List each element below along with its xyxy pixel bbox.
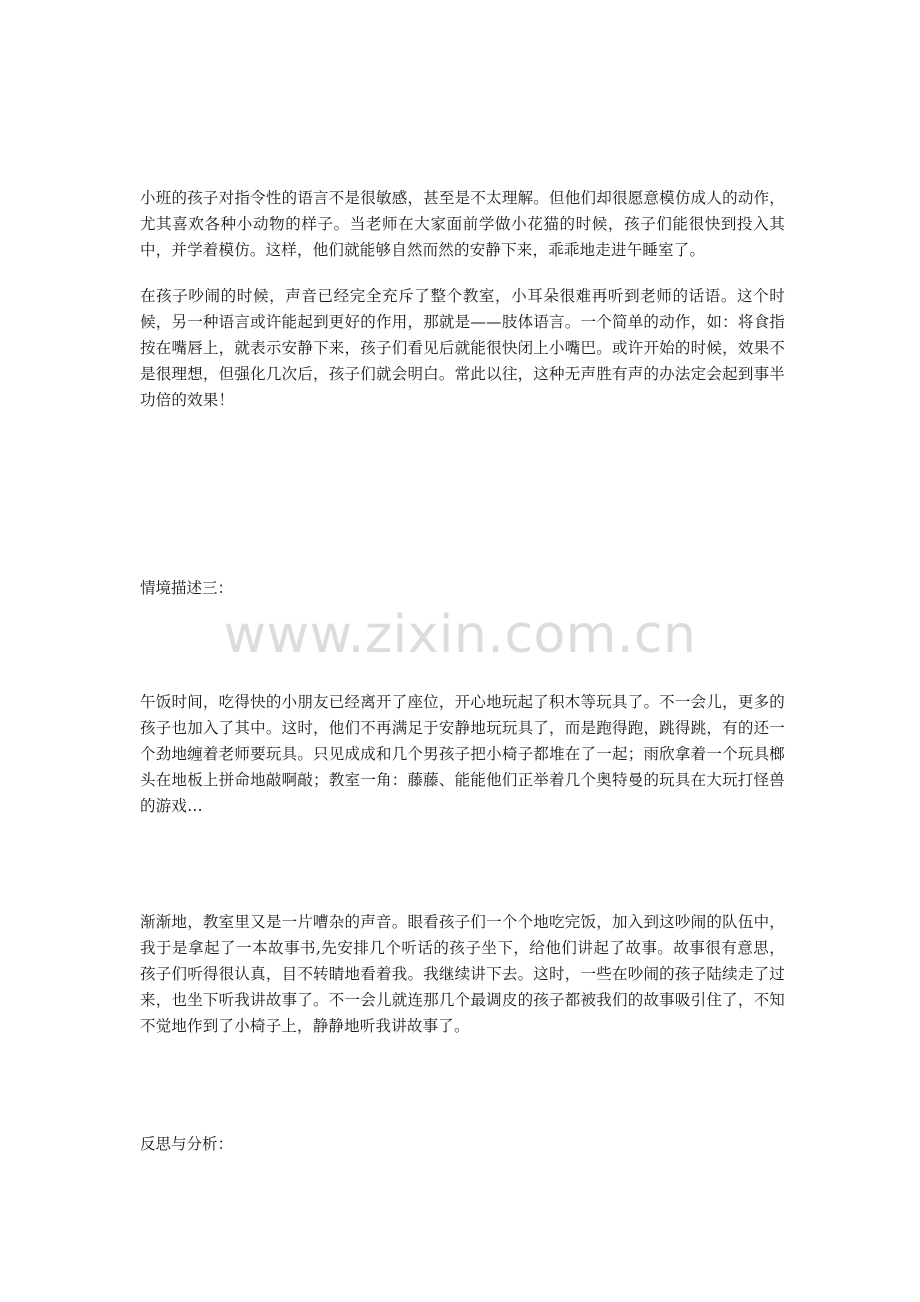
watermark: www.zixin.com.cn <box>223 605 697 665</box>
heading-situation-3: 情境描述三： <box>140 579 234 597</box>
heading-reflection: 反思与分析： <box>140 1135 234 1153</box>
paragraph-body-language: 在孩子吵闹的时候，声音已经完全充斥了整个教室，小耳朵很难再听到老师的话语。这个时候，另一种语言或许能起到更好的作用，那就是——肢体语言。一个简单的动作，如：将食指按在嘴唇上，就表示安静下来，孩子们看见后就能很快闭上小嘴巴。或许开始的时候，效果不是很理想，但强化几次后，孩子们就会明白。常此以往，这种无声胜有声的办法定会起到事半功倍的效果！ <box>140 287 785 409</box>
paragraph-lunch-time: 午饭时间，吃得快的小朋友已经离开了座位，开心地玩起了积木等玩具了。不一会儿，更多的孩子也加入了其中。这时，他们不再满足于安静地玩玩具了，而是跑得跑，跳得跳，有的还一个劲地缠着老师要玩具。只见成成和几个男孩子把小椅子都堆在了一起；雨欣拿着一个玩具榔头在地板上拼命地敲啊敲；教室一角：藤藤、能能他们正举着几个奥特曼的玩具在大玩打怪兽的游戏… <box>140 693 785 815</box>
paragraph-imitation: 小班的孩子对指令性的语言不是很敏感，甚至是不太理解。但他们却很愿意模仿成人的动作，尤其喜欢各种小动物的样子。当老师在大家面前学做小花猫的时候，孩子们能很快到投入其中，并学着模仿。这样，他们就能够自然而然的安静下来，乖乖地走进午睡室了。 <box>140 189 785 259</box>
paragraph-storytelling: 渐渐地，教室里又是一片嘈杂的声音。眼看孩子们一个个地吃完饭，加入到这吵闹的队伍中，我于是拿起了一本故事书,先安排几个听话的孩子坐下，给他们讲起了故事。故事很有意思，孩子们听得很认真，目不转睛地看着我。我继续讲下去。这时，一些在吵闹的孩子陆续走了过来，也坐下听我讲故事了。不一会儿就连那几个最调皮的孩子都被我们的故事吸引住了，不知不觉地作到了小椅子上，静静地听我讲故事了。 <box>140 913 785 1035</box>
